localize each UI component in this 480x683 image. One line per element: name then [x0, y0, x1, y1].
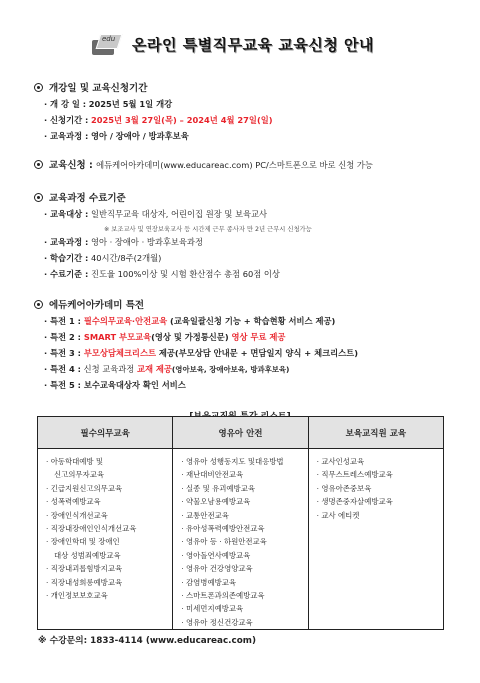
section-title: 개강일 및 교육신청기간: [49, 83, 148, 94]
list-item: · 교통안전교육: [181, 510, 229, 520]
list-column-mandatory: [38, 449, 172, 602]
apply-text: 에듀케어아카데미(www.educareac.com) PC/스마트폰으로 바로 신청 가능: [96, 160, 373, 170]
circle-bullet-icon: [34, 193, 43, 202]
list-item: · 직장내장애인인식개선교육: [46, 524, 137, 534]
benefit-5: · 특전 5 : 보수교육대상자 확인 서비스: [44, 380, 186, 390]
section-title: 에듀케어아카데미 특전: [49, 300, 145, 311]
list-item: · 교사인성교육: [316, 457, 365, 466]
list-column-safety: [173, 449, 307, 629]
list-item: · 장애인식개선교육: [46, 510, 108, 520]
list-item: · 영유아 성행동지도 및대응방법: [181, 457, 284, 466]
note-text: ※ 보조교사 및 연장보육교사 등 시간제 근무 종사자 만 2년 근무시 신청가능: [104, 226, 312, 233]
row-period: · 학습기간 : 40시간/8주(2개월): [44, 253, 162, 263]
column-header: 필수의무교육: [38, 417, 173, 449]
logo-text: edu: [102, 35, 116, 43]
list-item: · 약물오남용예방교육: [181, 497, 251, 507]
list-item: · 교사 에티켓: [316, 510, 360, 520]
list-column-staff: [309, 449, 443, 522]
list-item: · 직무스트레스예방교육: [316, 470, 393, 480]
benefit-2: · 특전 2 : SMART 부모교육(영상 및 가정통신문) 영상 무료 제공: [44, 332, 286, 342]
page-title: 온라인 특별직무교육 교육신청 안내: [132, 36, 375, 54]
circle-bullet-icon: [34, 160, 43, 169]
list-item: · 영유아 정신건강교육: [181, 617, 253, 627]
list-item: · 생명존중자살예방교육: [316, 497, 393, 507]
list-item: · 영아돌연사예방교육: [181, 550, 251, 560]
list-item: · 영유아 건강영양교육: [181, 564, 253, 574]
column-header: 보육교직원 교육: [308, 417, 443, 449]
header: [0, 26, 480, 66]
list-item: · 직장내성희롱예방교육: [46, 577, 123, 587]
list-item: · 감염병예방교육: [181, 577, 237, 587]
benefit-1: · 특전 1 : 필수의무교육·안전교육 (교육일괄신청 기능 + 학습현황 서비스 제공): [44, 316, 336, 326]
column-header: 영유아 안전: [173, 417, 308, 449]
list-item: · 실종 및 유괴예방교육: [181, 483, 255, 493]
benefit-3: · 특전 3 : 부모상담체크리스트 제공(부모상담 안내문 + 면담일지 양식 + 체크리스트): [44, 348, 358, 358]
list-item: · 영유아 등 · 하원안전교육: [181, 537, 267, 547]
list-item: · 아동학대예방 및: [46, 457, 104, 466]
list-item: · 개인정보보호교육: [46, 591, 108, 601]
list-item: · 스마트폰과의존예방교육: [181, 591, 265, 601]
row-start-date: · 개 강 일 : 2025년 5월 1일 개강: [44, 99, 173, 109]
list-item: 신고의무자교육: [54, 470, 104, 480]
row-target: · 교육대상 : 일반직무교육 대상자, 어린이집 원장 및 보육교사: [44, 209, 268, 219]
list-item: · 장애인학대 및 장애인: [46, 537, 120, 547]
contact-footer: ※ 수강문의: 1833-4114 (www.educareac.com): [38, 636, 256, 646]
circle-bullet-icon: [34, 300, 43, 309]
list-item: · 성폭력예방교육: [46, 497, 101, 507]
list-item: · 긴급지원신고의무교육: [46, 483, 123, 493]
list-item: · 직장내괴롭힘방지교육: [46, 564, 123, 574]
list-item: · 영유아존중보육: [316, 483, 372, 493]
list-item: · 유아성폭력예방안전교육: [181, 524, 265, 534]
lecture-list-table: [37, 416, 444, 630]
row-criteria: · 수료기준 : 진도율 100%이상 및 시험 환산점수 총점 60점 이상: [44, 269, 280, 279]
row-course: · 교육과정 : 영아 / 장애아 / 방과후보육: [44, 131, 189, 141]
edu-logo-icon: [92, 34, 118, 56]
list-item: · 미세먼지예방교육: [181, 604, 244, 614]
row-course: · 교육과정 : 영아 · 장애아 · 방과후보육과정: [44, 237, 203, 247]
circle-bullet-icon: [34, 83, 43, 92]
section-title: 교육신청 :: [49, 160, 93, 171]
section-title: 교육과정 수료기준: [49, 193, 126, 204]
row-apply-period: · 신청기간 : 2025년 3월 27일(목) – 2024년 4월 27일(일): [44, 115, 273, 125]
benefit-4: · 특전 4 : 신청 교육과정 교재 제공(영아보육, 장애아보육, 방과후보육): [44, 364, 290, 374]
list-item: · 재난대비안전교육: [181, 470, 244, 480]
list-item: 대상 성범죄예방교육: [54, 550, 121, 560]
